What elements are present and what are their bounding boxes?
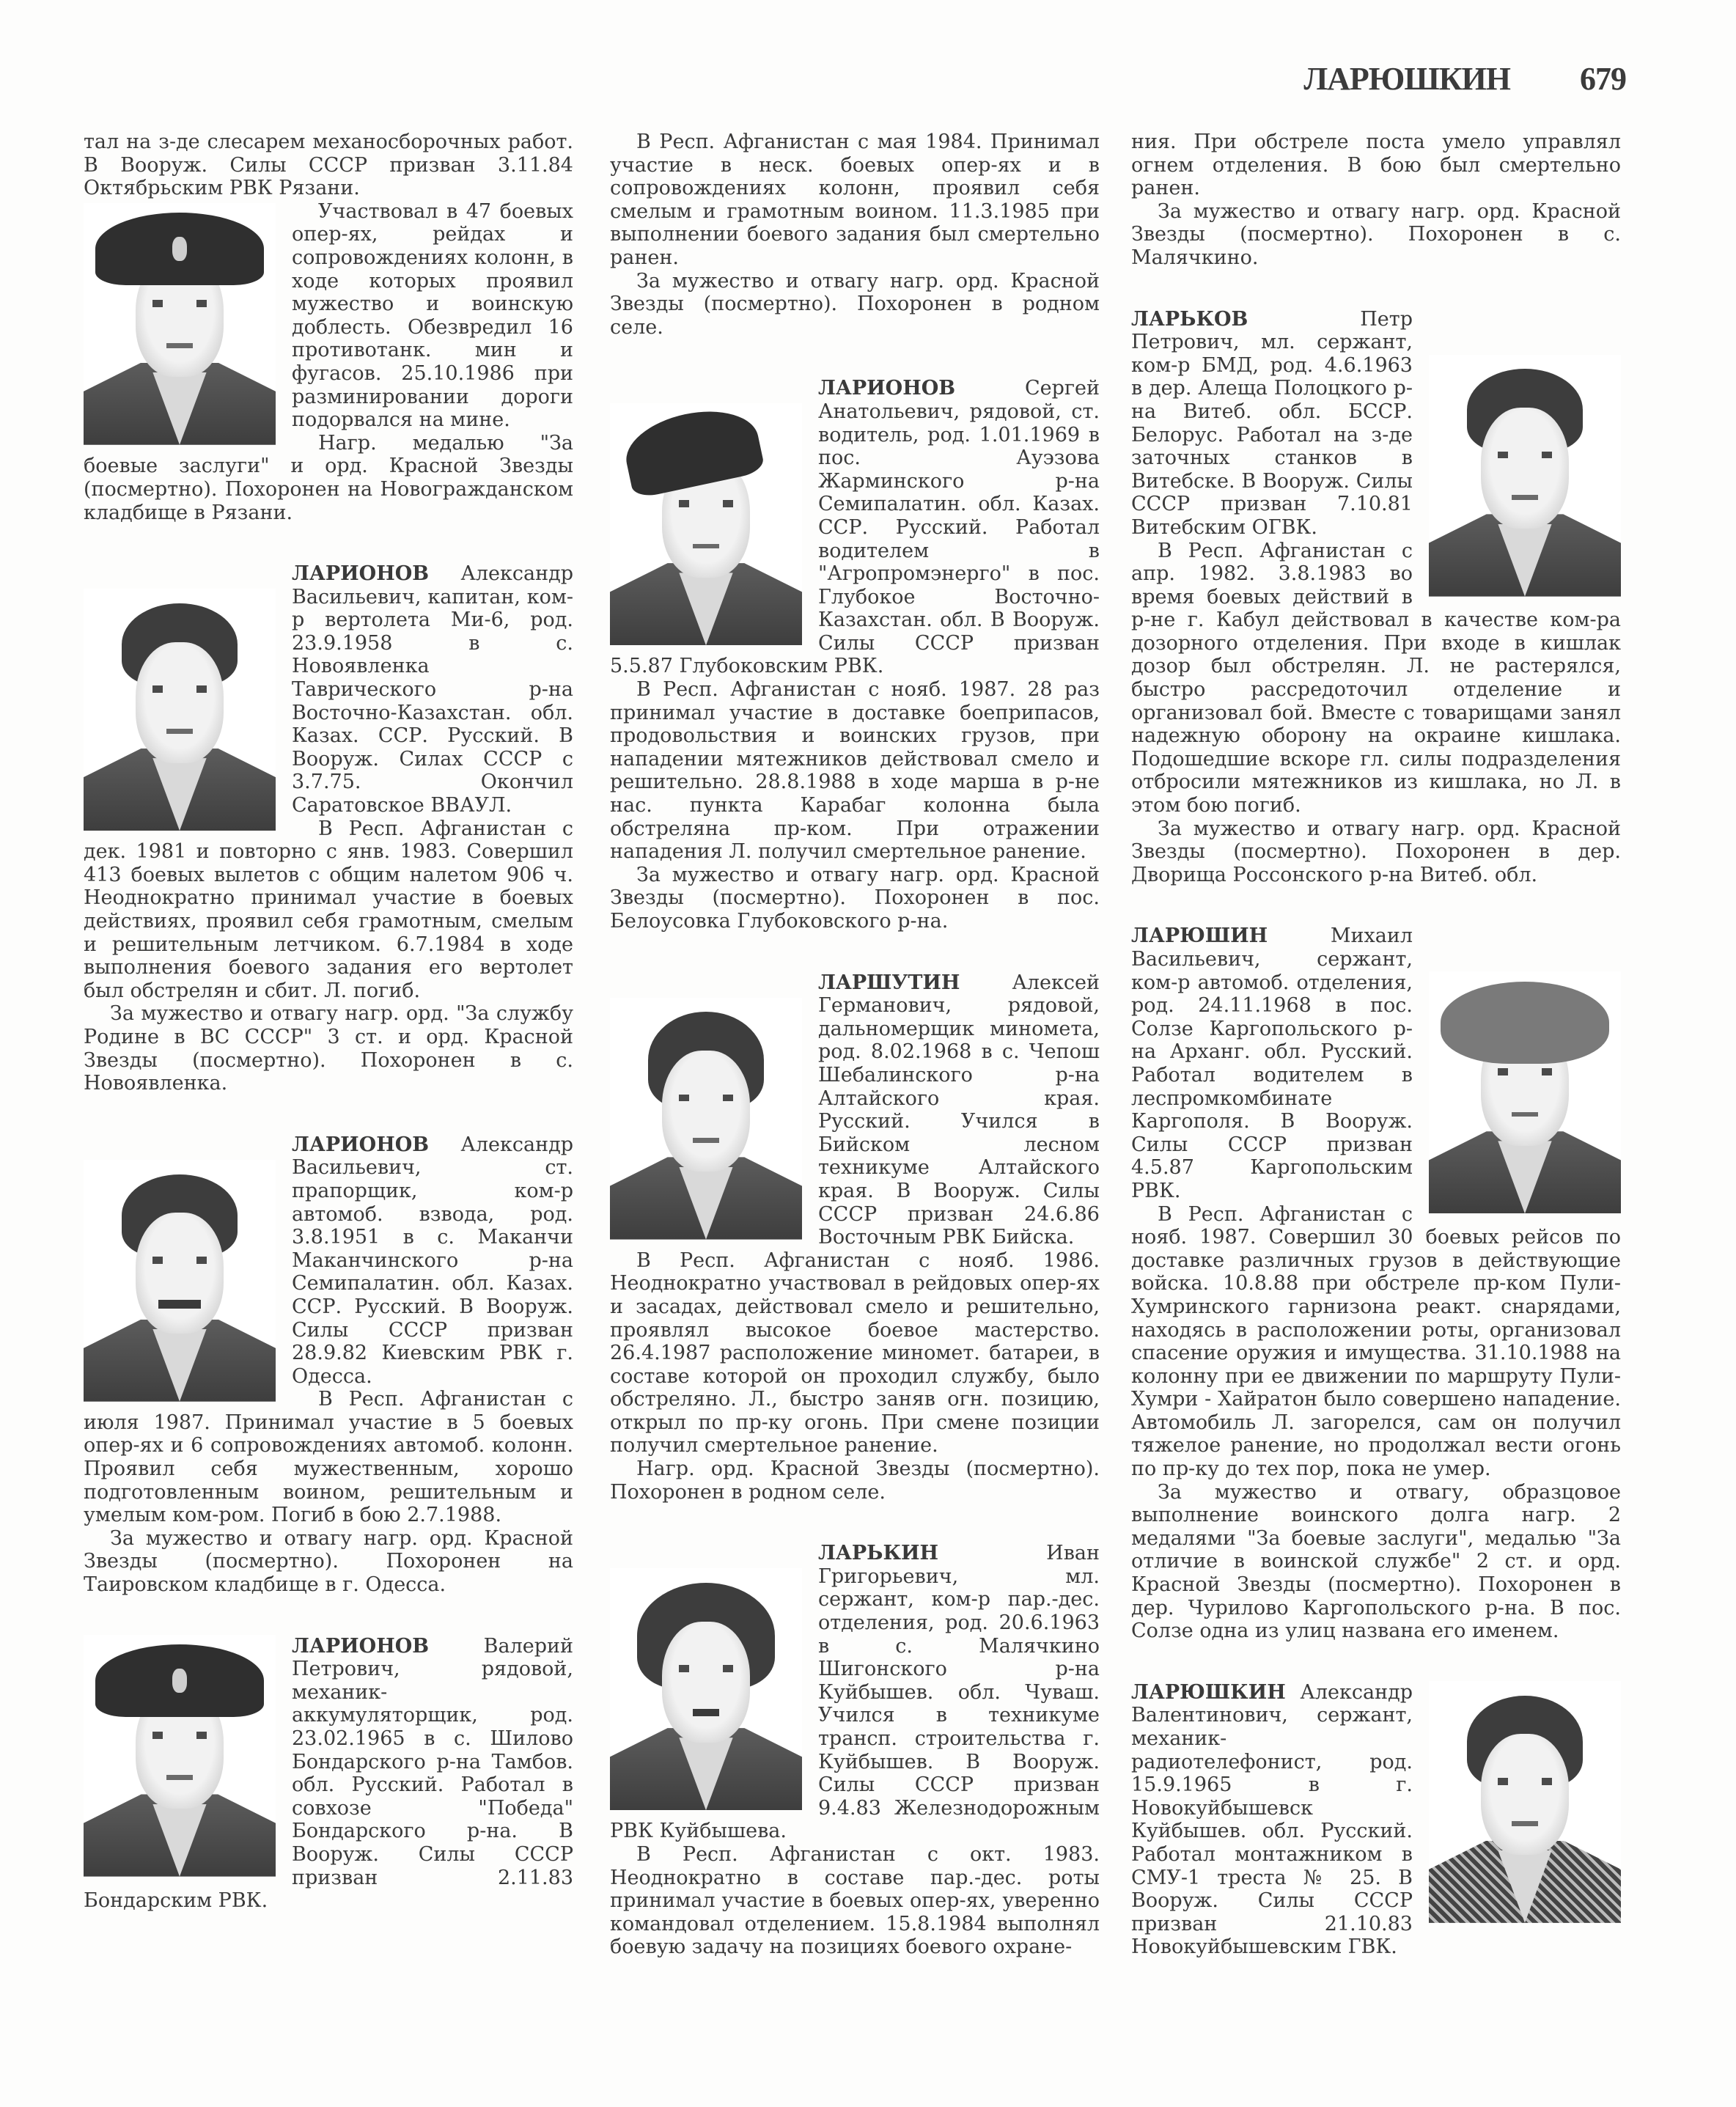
- continued-entry: [84, 130, 573, 524]
- entry-lead-text: Алексей Германович, рядовой, дальномерщик миномета, род. 8.02.1968 в с. Чепош Шебалинского р-на Алтайского края. Русский. Учился в Бийском лесном техникуме Алтайского края. В Вооруж. Силы СССР призван 24.6.86 Восточным РВК Бийска.: [818, 971, 1100, 1249]
- biography-entry: [84, 1133, 573, 1597]
- entry-lead-text: Петр Петрович, мл. сержант, ком-р БМД, род. 4.6.1963 в дер. Алеща Полоцкого р-на Витеб. обл. БССР. Белорус. Работал на з-де заточных станков в Витебске. В Вооруж. Силы СССР призван 7.10.81 Витебским ОГВК.: [1131, 307, 1413, 539]
- entry-paragraph: За мужество и отвагу нагр. орд. Красной Звезды (посмертно). Похоронен в родном селе.: [610, 269, 1100, 339]
- entry-surname: ЛАРШУТИН: [818, 971, 960, 994]
- entry-paragraph: За мужество и отвагу нагр. орд. Красной Звезды (посмертно). Похоронен на Таировском кладбище в г. Одесса.: [84, 1526, 573, 1597]
- entry-surname: ЛАРЬКИН: [818, 1542, 939, 1565]
- biography-entry: [610, 1542, 1100, 1959]
- entry-lead-text: Валерий Петрович, рядовой, механик-аккумуляторщик, род. 23.02.1965 в с. Шилово Бондарского р-на Тамбов. обл. Русский. Работал в совхозе "Победа" Бондарского р-на. В Вооруж. Силы СССР призван 2.11.83 Бондарским РВК.: [84, 1634, 573, 1913]
- biography-entry: [1131, 1681, 1621, 1959]
- biography-entry: [1131, 308, 1621, 887]
- entry-paragraph: В Респ. Афганистан с нояб. 1987. Совершил 30 боевых рейсов по доставке различных грузов в действующие войска. 10.8.88 при обстреле пр-ком Пули-Хумринского гарнизона реакт. снарядами, находясь в расположении роты, организовал спасение оружия и имущества. 31.10.1988 на колонну при ее движении по маршруту Пули-Хумри - Хайратон было совершено нападение. Автомобиль Л. загорелся, сам он получил тяжелое ранение, но продолжал вести огонь по пр-ку до тех пор, пока не умер.: [1131, 1202, 1621, 1481]
- continued-entry: [610, 130, 1100, 339]
- entry-lead-text: Александр Васильевич, ст. прапорщик, ком-р автомоб. взвода, род. 3.8.1951 в с. Маканчи Маканчинского р-на Семипалатин. обл. Казах. ССР. Русский. В Вооруж. Силы СССР призван 28.9.82 Киевским РВК г. Одесса.: [292, 1133, 573, 1388]
- entry-paragraph: За мужество и отвагу нагр. орд. "За службу Родине в ВС СССР" 3 ст. и орд. Красной Звезды (посмертно). Похоронен в с. Новоявленка.: [84, 1002, 573, 1095]
- entry-paragraph: В Респ. Афганистан с окт. 1983. Неоднократно в составе пар.-дес. роты принимал участие в боевых опер-ях, уверенно командовал отделением. 15.8.1984 выполнял боевую задачу на позициях боевого охране-: [610, 1842, 1100, 1959]
- portrait-photo: [1429, 355, 1621, 597]
- column-2: [610, 130, 1100, 1997]
- biography-entry: [610, 377, 1100, 933]
- entry-surname: ЛАРЮШКИН: [1131, 1680, 1286, 1704]
- entry-paragraph: В Респ. Афганистан с мая 1984. Принимал участие в неск. боевых опер-ях и в сопровождениях колонн, проявил себя смелым и грамотным воином. 11.3.1985 при выполнении боевого задания был смертельно ранен.: [610, 130, 1100, 269]
- entry-paragraph: ния. При обстреле поста умело управлял огнем отделения. В бою был смертельно ранен.: [1131, 130, 1621, 200]
- page-number: 679: [1580, 61, 1626, 97]
- entry-surname: ЛАРИОНОВ: [292, 1133, 430, 1156]
- portrait-photo: [610, 998, 802, 1240]
- portrait-photo: [610, 403, 802, 645]
- entry-paragraph: За мужество и отвагу нагр. орд. Красной Звезды (посмертно). Похоронен в пос. Белоусовка Глубоковского р-на.: [610, 863, 1100, 933]
- entry-paragraph: В Респ. Афганистан с нояб. 1987. 28 раз принимал участие в доставке боеприпасов, продовольствия и воинских грузов, при нападении мятежников действовал смело и решительно. 28.8.1988 в ходе марша в р-не нас. пункта Карабаг колонна была обстреляна пр-ком. При отражении нападения Л. получил смертельное ранение.: [610, 678, 1100, 864]
- entry-paragraph: В Респ. Афганистан с июля 1987. Принимал участие в 5 боевых опер-ях и 6 сопровождениях автомоб. колонн. Проявил себя мужественным, хорошо подготовленным воином, решительным и умелым ком-ром. Погиб в бою 2.7.1988.: [84, 1388, 573, 1527]
- entry-surname: ЛАРИОНОВ: [292, 1634, 430, 1658]
- entry-lead-text: Иван Григорьевич, мл. сержант, ком-р пар.-дес. отделения, род. 20.6.1963 в с. Малячкино Шигонского р-на Куйбышев. обл. Чуваш. Учился в техникуме трансп. строительства г. Куйбышев. В Вооруж. Силы СССР призван 9.4.83 Железнодорожным РВК Куйбышева.: [610, 1542, 1100, 1843]
- running-head: [1303, 60, 1626, 98]
- biography-entry: [610, 971, 1100, 1504]
- entry-lead-text: Михаил Васильевич, сержант, ком-р автомоб. отделения, род. 24.11.1968 в пос. Солзе Каргопольского р-на Арханг. обл. Русский. Работал водителем в леспромкомбинате Каргополя. В Вооруж. Силы СССР призван 4.5.87 Каргопольским РВК.: [1131, 924, 1413, 1202]
- biography-entry: [1131, 924, 1621, 1642]
- entry-surname: ЛАРЮШИН: [1131, 924, 1268, 948]
- entry-lead-text: Александр Валентинович, сержант, механик-радиотелефонист, род. 15.9.1965 в г. Новокуйбышевск Куйбышев. обл. Русский. Работал монтажником в СМУ-1 треста № 25. В Вооруж. Силы СССР призван 21.10.83 Новокуйбышевским ГВК.: [1131, 1680, 1413, 1959]
- biography-entry: [84, 1635, 573, 1913]
- portrait-photo: [1429, 1681, 1621, 1923]
- entry-lead-text: Сергей Анатольевич, рядовой, ст. водитель, род. 1.01.1969 в пос. Ауэзова Жарминского р-на Семипалатин. обл. Казах. ССР. Русский. Работал водителем в "Агропромэнерго" в пос. Глубокое Восточно-Казахстан. обл. В Вооруж. Силы СССР призван 5.5.87 Глубоковским РВК.: [610, 377, 1100, 678]
- entry-paragraph: В Респ. Афганистан с апр. 1982. 3.8.1983 во время боевых действий в р-не г. Кабул действовал в качестве ком-ра дозорного отделения. При входе в кишлак дозор был обстрелян. Л. не растерялся, быстро рассредоточил отделение и организовал бой. Вместе с товарищами занял надежную оборону на окраине кишлака. Подошедшие вскоре гл. силы подразделения отбросили мятежников из кишлака, но Л. в этом бою погиб.: [1131, 539, 1621, 817]
- entry-paragraph: За мужество и отвагу, образцовое выполнение воинского долга нагр. 2 медалями "За боевые заслуги", медалью "За отличие в воинской службе" 2 ст. и орд. Красной Звезды (посмертно). Похоронен в дер. Чурилово Каргопольского р-на. В пос. Солзе одна из улиц названа его именем.: [1131, 1480, 1621, 1643]
- portrait-photo: [84, 1160, 276, 1402]
- portrait-photo: [84, 1635, 276, 1877]
- biography-entry: [84, 562, 573, 1095]
- entry-paragraph: Нагр. медалью "За боевые заслуги" и орд. Красной Звезды (посмертно). Похоронен на Новогражданском кладбище в Рязани.: [84, 431, 573, 524]
- entry-paragraph: За мужество и отвагу нагр. орд. Красной Звезды (посмертно). Похоронен в с. Малячкино.: [1131, 199, 1621, 269]
- portrait-photo: [84, 589, 276, 831]
- continued-entry: [1131, 130, 1621, 270]
- portrait-photo: [1429, 971, 1621, 1213]
- portrait-photo: [610, 1568, 802, 1810]
- entry-paragraph: За мужество и отвагу нагр. орд. Красной Звезды (посмертно). Похоронен в дер. Дворища Россонского р-на Витеб. обл.: [1131, 817, 1621, 886]
- entry-paragraph: Нагр. орд. Красной Звезды (посмертно). Похоронен в родном селе.: [610, 1457, 1100, 1504]
- entry-surname: ЛАРИОНОВ: [818, 377, 956, 400]
- entry-surname: ЛАРЬКОВ: [1131, 307, 1248, 331]
- entry-paragraph: В Респ. Афганистан с дек. 1981 и повторно с янв. 1983. Совершил 413 боевых вылетов с общим налетом 906 ч. Неоднократно принимал участие в боевых действиях, проявил себя грамотным, смелым и решительным летчиком. 6.7.1984 в ходе выполнения боевого задания его вертолет был обстрелян и сбит. Л. погиб.: [84, 817, 573, 1002]
- column-1: [84, 130, 573, 1951]
- entry-surname: ЛАРИОНОВ: [292, 562, 430, 586]
- portrait-photo: [84, 203, 276, 445]
- entry-paragraph: В Респ. Афганистан с нояб. 1986. Неоднократно участвовал в рейдовых опер-ях и засадах, действовал смело и решительно, проявлял высокое боевое мастерство. 26.4.1987 расположение миномет. батареи, в составе которой он проходил службу, было обстреляно. Л., быстро заняв огн. позицию, открыл по пр-ку огонь. При смене позиции получил смертельное ранение.: [610, 1249, 1100, 1457]
- column-3: [1131, 130, 1621, 1997]
- entry-lead-text: Александр Васильевич, капитан, ком-р вертолета Ми-6, род. 23.9.1958 в с. Новоявленка Таврического р-на Восточно-Казахстан. обл. Казах. ССР. Русский. В Вооруж. Силах СССР с 3.7.75. Окончил Саратовское ВВАУЛ.: [292, 562, 573, 817]
- entry-paragraph: Участвовал в 47 боевых опер-ях, рейдах и сопровождениях колонн, в ходе которых проявил мужество и воинскую доблесть. Обезвредил 16 противотанк. мин и фугасов. 25.10.1986 при разминировании дороги подорвался на мине.: [292, 199, 573, 432]
- entry-paragraph: тал на з-де слесарем механосборочных работ. В Вооруж. Силы СССР призван 3.11.84 Октябрьским РВК Рязани.: [84, 130, 573, 200]
- running-title: ЛАРЮШКИН: [1303, 61, 1510, 97]
